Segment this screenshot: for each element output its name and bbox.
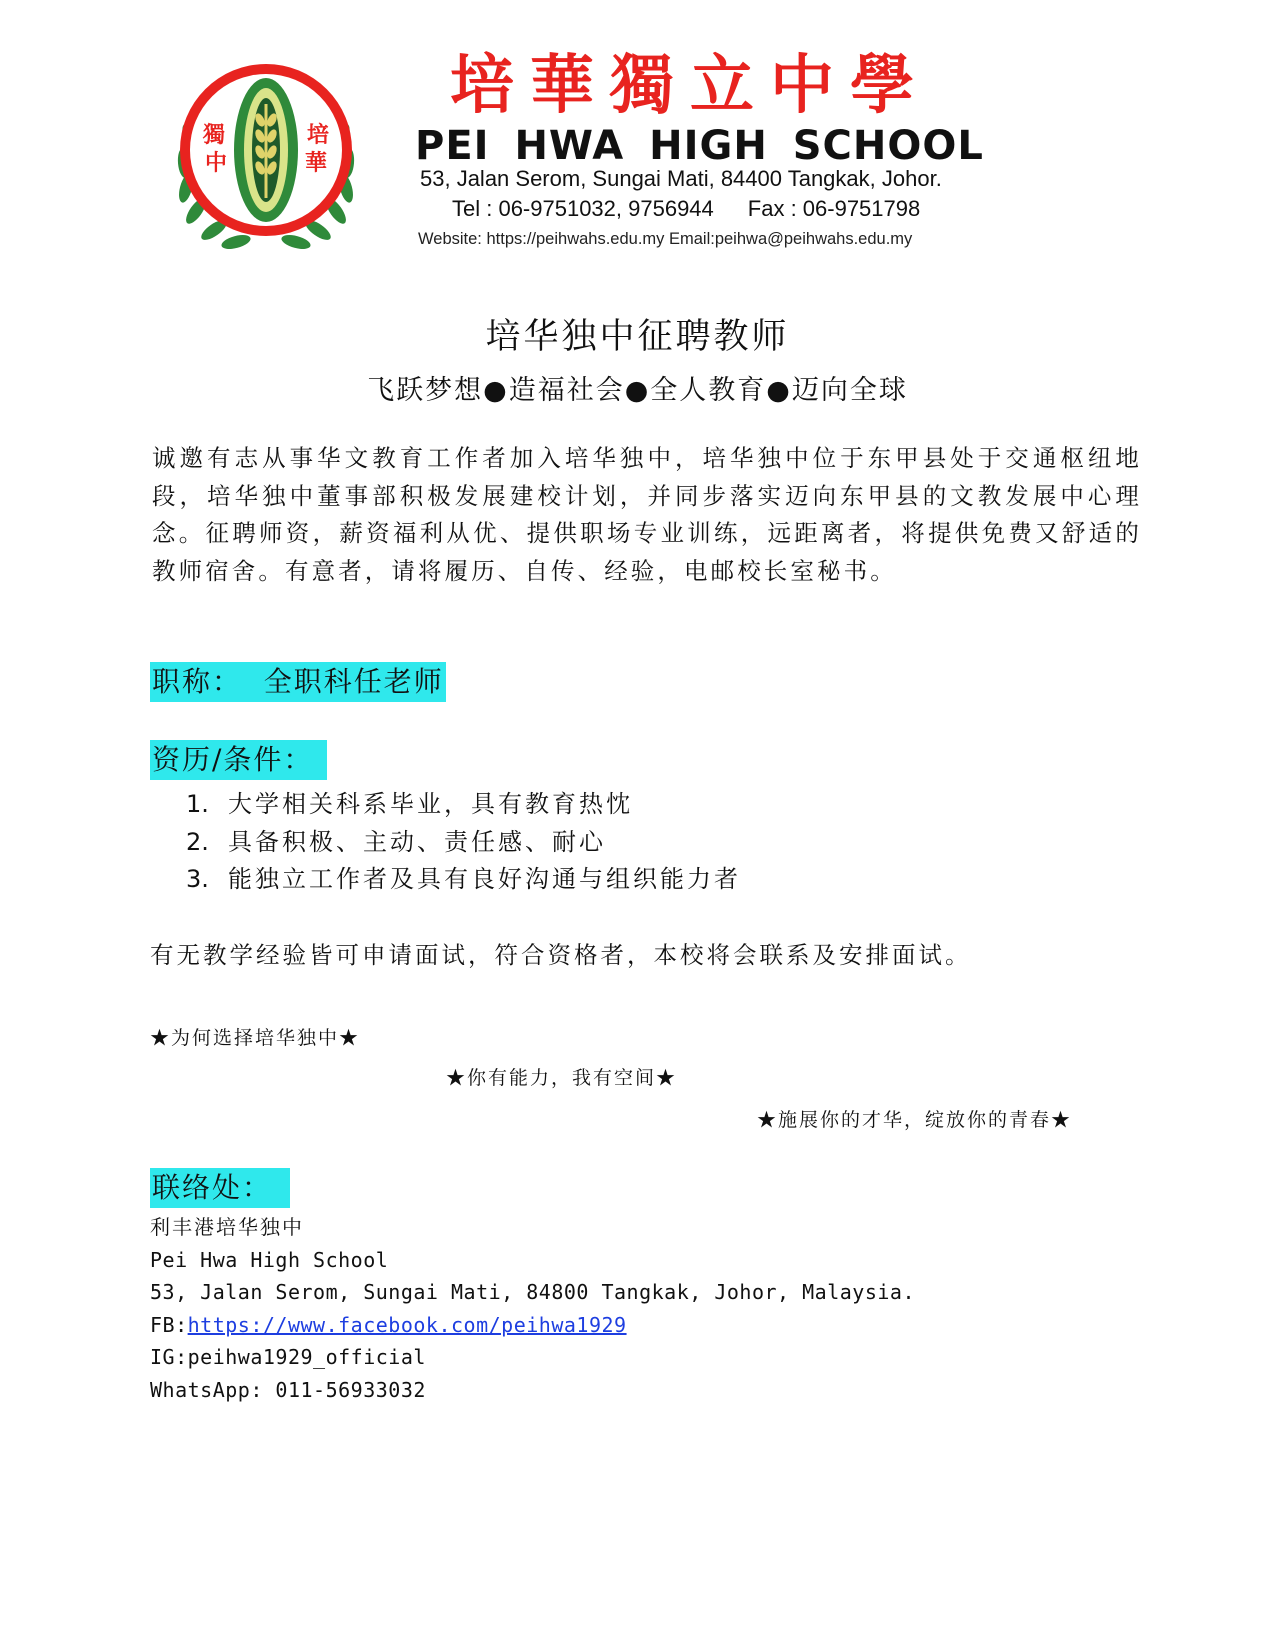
letterhead-address: 53, Jalan Serom, Sungai Mati, 84400 Tangkak, Johor. bbox=[420, 166, 942, 191]
list-item bbox=[186, 786, 741, 824]
interview-note: 有无教学经验皆可申请面试，符合资格者，本校将会联系及安排面试。 bbox=[150, 941, 972, 969]
contact-heading: 联络处： bbox=[150, 1168, 290, 1208]
logo-char-1: 獨 bbox=[202, 122, 226, 148]
letterhead-web-email: Website: https://peihwahs.edu.my Email:peihwa@peihwahs.edu.my bbox=[418, 230, 913, 248]
contact-name-en: Pei Hwa High School bbox=[150, 1247, 389, 1272]
list-number: 2. bbox=[186, 827, 209, 856]
wheat-emblem-icon bbox=[170, 58, 362, 258]
tel-number: Tel : 06-9751032, 9756944 bbox=[452, 196, 714, 221]
why-line-1: ★为何选择培华独中★ bbox=[150, 1027, 361, 1049]
contact-name-cn: 利丰港培华独中 bbox=[150, 1215, 304, 1239]
contact-whatsapp: WhatsApp: 011-56933032 bbox=[150, 1377, 426, 1402]
fb-label: FB: bbox=[150, 1312, 188, 1337]
list-item bbox=[186, 861, 741, 899]
list-text: 具备积极、主动、责任感、耐心 bbox=[228, 827, 606, 856]
why-line-2: ★你有能力，我有空间★ bbox=[446, 1067, 678, 1089]
fax-number: Fax : 06-9751798 bbox=[747, 196, 921, 221]
list-number: 1. bbox=[186, 790, 209, 818]
logo-char-4: 華 bbox=[304, 150, 328, 176]
list-text: 能独立工作者及具有良好沟通与组织能力者 bbox=[228, 865, 741, 893]
list-text: 大学相关科系毕业，具有教育热忱 bbox=[228, 790, 633, 818]
intro-paragraph: 诚邀有志从事华文教育工作者加入培华独中，培华独中位于东甲县处于交通枢纽地段，培华独中董事部积极发展建校计划，并同步落实迈向东甲县的文教发展中心理念。征聘师资，薪资福利从优、提供职场专业训练，远距离者，将提供免费又舒适的教师宿舍。有意者，请将履历、自传、经验，电邮校长室秘书。 bbox=[152, 444, 1142, 585]
facebook-link[interactable]: https://www.facebook.com/peihwa1929 bbox=[187, 1312, 627, 1337]
list-number: 3. bbox=[186, 865, 209, 893]
contact-block bbox=[150, 1211, 915, 1406]
page-title: 培华独中征聘教师 bbox=[485, 317, 790, 357]
list-item bbox=[186, 824, 741, 862]
school-name-cn: 培華獨立中學 bbox=[450, 48, 930, 123]
job-title-highlight: 职称： 全职科任老师 bbox=[150, 662, 446, 702]
contact-address: 53, Jalan Serom, Sungai Mati, 84800 Tangkak, Johor, Malaysia. bbox=[150, 1280, 916, 1304]
logo-char-2: 中 bbox=[204, 150, 228, 176]
logo-char-3: 培 bbox=[306, 122, 330, 148]
why-line-3: ★施展你的才华，绽放你的青春★ bbox=[757, 1109, 1073, 1131]
school-name-en: PEI HWA HIGH SCHOOL bbox=[415, 123, 984, 169]
contact-instagram: IG:peihwa1929_official bbox=[150, 1345, 426, 1369]
slogan: 飞跃梦想●造福社会●全人教育●迈向全球 bbox=[367, 375, 908, 406]
contact-facebook bbox=[150, 1309, 915, 1342]
qualifications-list bbox=[186, 786, 741, 899]
qualifications-heading: 资历/条件： bbox=[150, 740, 327, 780]
letterhead-phone bbox=[452, 195, 920, 223]
